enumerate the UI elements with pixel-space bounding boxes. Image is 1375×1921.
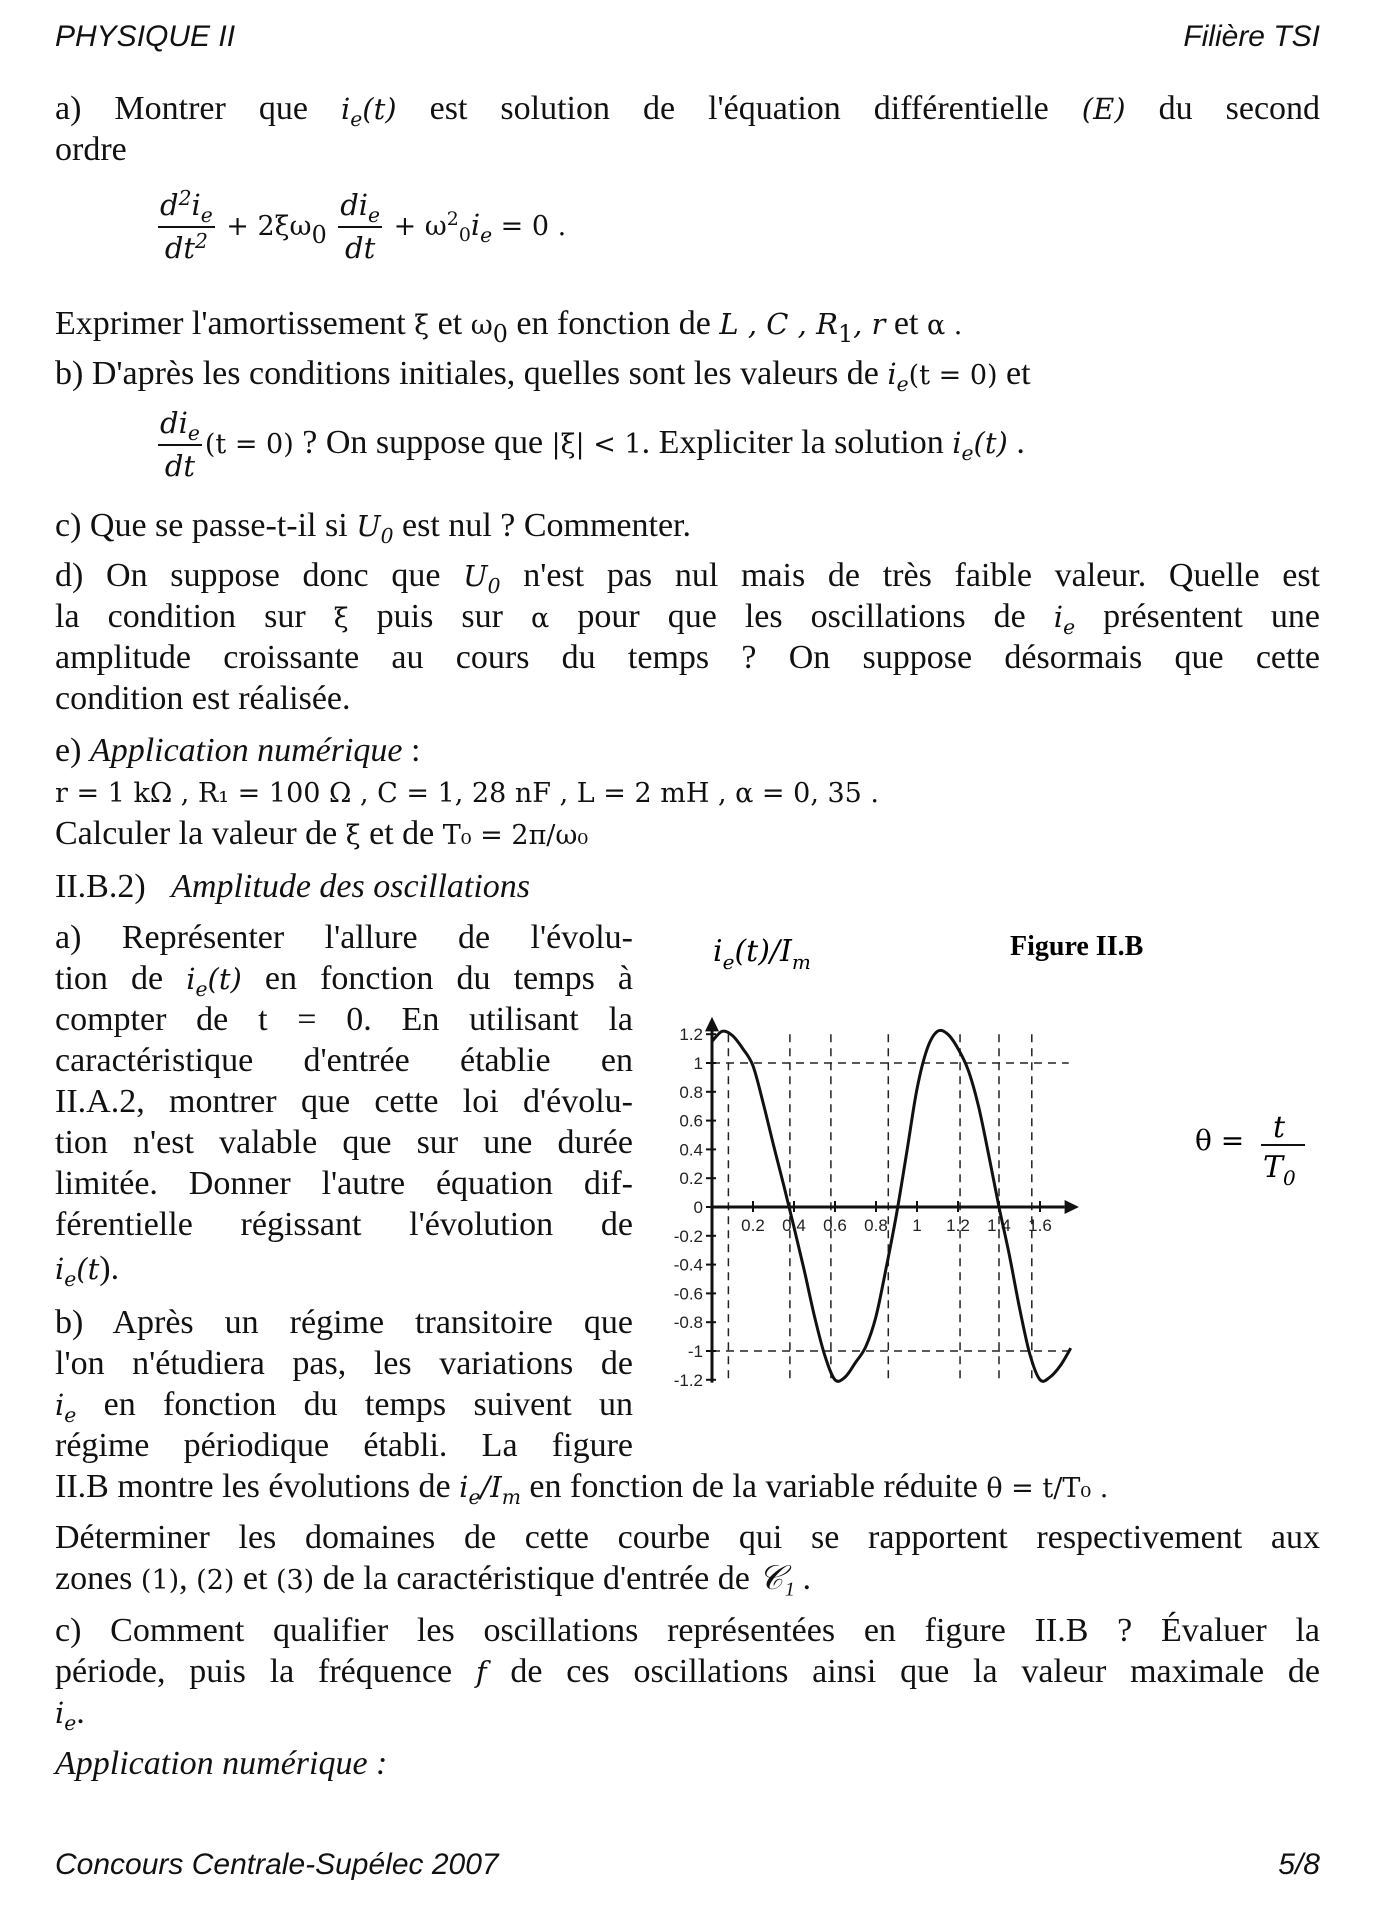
section-title: II.B.2) Amplitude des oscillations: [55, 868, 531, 905]
q2a-line4: caractéristique d'entrée établie en: [55, 1042, 633, 1079]
q2a-line7: limitée. Donner l'autre équation dif-: [55, 1165, 633, 1202]
x-tick-label: 1.6: [1028, 1216, 1052, 1235]
footer-right: 5/8: [1278, 1848, 1320, 1881]
y-tick-label: -0.2: [673, 1226, 703, 1246]
x-tick-label: 1: [912, 1216, 922, 1235]
q2b-line6: Déterminer les domaines de cette courbe qui se rapportent respectivement aux: [55, 1519, 1320, 1556]
qa-line1: a) Montrer que $i_e(t)$ est solution de l'équation différentielle (E) du second: [55, 90, 1321, 132]
q2b-line2: l'on n'étudiera pas, les variations de: [55, 1345, 633, 1382]
qb-line2: $\frac{di_e}{dt}$ (t = 0) ? On suppose que |ξ| < 1. Expliciter la solution $i_e(t)$ .: [155, 403, 1255, 487]
chart-ylabel: $i_e(t)/I_m$: [713, 934, 811, 974]
q2a-line3: compter de t = 0. En utilisant la: [55, 1001, 633, 1038]
x-tick-label: 0.2: [741, 1216, 765, 1235]
qa-line2: ordre: [55, 131, 127, 168]
x-tick-label: 1.4: [987, 1216, 1011, 1235]
qe-values: r = 1 kΩ , R₁ = 100 Ω , C = 1, 28 nF , L = 2 mH , α = 0, 35 .: [55, 778, 880, 809]
q2b-line5: II.B montre les évolutions de $i_e/I_m$ en fonction de la variable réduite θ = t/T₀ .: [55, 1468, 1109, 1510]
y-tick-label: -1.2: [673, 1370, 703, 1390]
x-tick-label: 0.8: [864, 1216, 888, 1235]
x-axis-arrow: [1065, 1200, 1079, 1214]
x-tick-label: 0.6: [823, 1216, 847, 1235]
q2c-line3: $i_e$.: [55, 1694, 85, 1736]
header-left: PHYSIQUE II: [55, 20, 236, 53]
q2b-line3: $i_e$ en fonction du temps suivent un: [55, 1386, 633, 1428]
q2c-line1: c) Comment qualifier les oscillations représentées en figure II.B ? Évaluer la: [55, 1612, 1320, 1649]
y-tick-label: 0.2: [679, 1169, 703, 1189]
footer-left: Concours Centrale-Supélec 2007: [55, 1848, 499, 1881]
q2b-line7: zones (1), (2) et (3) de la caractéristique d'entrée de 𝒞₁ .: [55, 1560, 812, 1597]
q2a-line5: II.A.2, montrer que cette loi d'évolu-: [55, 1083, 633, 1120]
y-tick-label: 0.6: [679, 1111, 703, 1131]
svg-text:T0: $T_0$: [1263, 1150, 1296, 1190]
q2c-app: Application numérique :: [55, 1745, 388, 1782]
qe-calc: Calculer la valeur de ξ et de T₀ = 2π/ω₀: [55, 815, 589, 852]
y-axis-arrow: [705, 1017, 719, 1031]
qc-line: c) Que se passe-t-il si $U_0$ est nul ? Commenter.: [55, 507, 691, 549]
y-tick-label: 1: [693, 1054, 703, 1073]
y-tick-label: -0.4: [673, 1255, 703, 1275]
theta-fraction: [1261, 1110, 1305, 1190]
y-tick-label: 0.8: [679, 1082, 703, 1102]
q2a-line8: férentielle régissant l'évolution de: [55, 1206, 633, 1243]
theta-label: θ =: [1195, 1124, 1245, 1157]
qb-line1: b) D'après les conditions initiales, quelles sont les valeurs de $i_e(t = 0)$ et: [55, 355, 1031, 397]
qd-line3: amplitude croissante au cours du temps ? On suppose désormais que cette: [55, 639, 1320, 676]
header-right: Filière TSI: [1183, 20, 1320, 53]
y-tick-label: -0.6: [673, 1284, 703, 1304]
x-tick-label: 1.2: [946, 1216, 970, 1235]
q2a-line9: $i_e(t)$.: [55, 1250, 120, 1292]
q2a-line1: a) Représenter l'allure de l'évolu-: [55, 919, 633, 956]
q2b-line1: b) Après un régime transitoire que: [55, 1304, 633, 1341]
q2a-line6: tion n'est valable que sur une durée: [55, 1124, 633, 1161]
y-tick-label: 1.2: [679, 1025, 703, 1045]
y-tick-label: -0.8: [673, 1313, 703, 1333]
y-tick-label: 0.4: [679, 1140, 703, 1160]
qa-express: Exprimer l'amortissement ξ et $\omega_0$ en fonction de L , C , $R_1$, r et α .: [55, 305, 963, 349]
x-tick-label: 0.4: [782, 1216, 806, 1235]
y-tick-label: 0: [693, 1198, 703, 1217]
q2c-line2: période, puis la fréquence f de ces oscillations ainsi que la valeur maximale de: [55, 1653, 1321, 1690]
chart-title: Figure II.B: [1010, 931, 1144, 962]
qe-title: e) Application numérique :: [55, 732, 421, 769]
figure-II-B: [655, 925, 1320, 1425]
q2b-line4: régime périodique établi. La figure: [55, 1427, 633, 1464]
q2a-line2: tion de $i_e(t)$ en fonction du temps à: [55, 960, 634, 1002]
qd-line4: condition est réalisée.: [55, 680, 351, 717]
y-tick-label: -1: [687, 1342, 703, 1361]
svg-text:t: t: [1273, 1110, 1286, 1145]
equation-E: $\frac{d^2i_e}{dt^2}$ + $2\xi\omega_0$ $\frac{di_e}{dt}$ + $\omega^2_0i_e = 0$ .: [160, 185, 567, 265]
qd-line1: d) On suppose donc que $U_0$ n'est pas nul mais de très faible valeur. Quelle est: [55, 557, 1321, 599]
qd-line2: la condition sur ξ puis sur α pour que les oscillations de $i_e$ présentent une: [55, 598, 1321, 640]
